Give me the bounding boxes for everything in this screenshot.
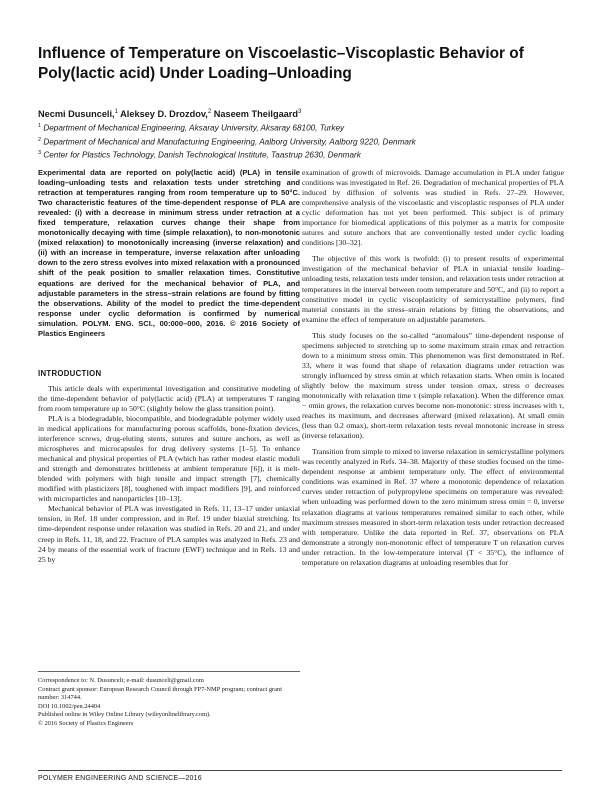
affiliation-sup: 1 [38, 123, 42, 129]
affiliation-list [38, 121, 558, 162]
affiliation-text: Center for Plastics Technology, Danish Technological Institute, Taastrup 2630, Denmark [43, 150, 361, 160]
author-sup: 1 [114, 109, 118, 115]
affiliation [38, 135, 558, 149]
body-paragraph: This article deals with experimental investigation and constitutive modeling of the time-dependent behavior of poly(lactic acid) (PLA) at temperatures T ranging from room temperature up to 50°C (slightly below the glass transition point). [38, 383, 300, 413]
correspondence-note: Correspondence to: N. Dusunceli; e-mail: dusunceli@gmail.com [38, 677, 204, 684]
published-note: Published online in Wiley Online Library (wileyonlinelibrary.com). [38, 711, 211, 719]
author-sup: 3 [297, 109, 302, 115]
author-sup: 2 [207, 109, 212, 115]
footer-divider [38, 770, 562, 771]
body-paragraph: PLA is a biodegradable, biocompatible, and biodegradable polymer widely used in medical applications for manufacturing porous scaffolds, bone-fixation devices, interference screws, drug-eluting stents, sutures and suture anchors, as well as microspheres and microcapsules for drug delivery systems [1–5]. To enhance mechanical and physical properties of PLA (which has rather modest elastic moduli and strength and demonstrates brittleness at ambient temperature [6]), it is melt-blended with polymers with high tensile and impact strength [7], chemically modified with plasticizers [8], toughened with impact modifiers [9], and reinforced with microparticles and nanoparticles [10–13]. [38, 413, 300, 504]
right-column [302, 168, 564, 568]
running-footer: POLYMER ENGINEERING AND SCIENCE—2016 [38, 775, 202, 782]
body-paragraph: Mechanical behavior of PLA was investigated in Refs. 11, 13–17 under uniaxial tension, in Ref. 18 under compression, and in Ref. 19 under biaxial stretching. Its time-dependent response under relaxation was studied in Refs. 20 and 21, and under creep in Refs. 11, 18, and 22. Fracture of PLA samples was analyzed in Refs. 23 and 24 by means of the essential work of fracture (EWF) technique and in Refs. 13 and 25 by [38, 504, 300, 564]
affiliation-sup: 2 [38, 136, 42, 143]
section-heading-introduction: INTRODUCTION [38, 368, 102, 378]
left-column [38, 168, 300, 565]
affiliation [38, 121, 558, 135]
author-name: Necmi Dusunceli, [38, 109, 115, 120]
copyright-note: © 2016 Society of Plastics Engineers [38, 719, 134, 727]
grant-note: Contract grant sponsor: European Research Council through FP7-NMP program; contract grant number: 314744. [38, 685, 282, 702]
body-paragraph: examination of growth of microvoids. Damage accumulation in PLA under fatigue conditions was investigated in Ref. 26. Degradation of mechanical properties of PLA induced by diffusion of solvents was studied in Refs. 27–29. However, comprehensive analysis of the viscoelastic and viscoplastic responses of PLA under cyclic deformation has not yet been performed. This subject is of primary importance for biomedical applications of this polymer as a matrix for composite sutures and suture anchors that are conventionally tested under cyclic loading conditions [30–32]. [302, 168, 564, 248]
affiliation-text: Department of Mechanical Engineering, Aksaray University, Aksaray 68100, Turkey [43, 123, 345, 133]
body-paragraph: The objective of this work is twofold: (i) to present results of experimental investigation of the mechanical behavior of PLA in uniaxial tensile loading–unloading tests, relaxation tests under tension, and relaxation tests under retraction at temperatures in the interval between room temperature and 50°C, and (ii) to report a constitutive model in cyclic viscoplasticity of semicrystalline polymers, find material constants in the stress–strain relations by fitting the observations, and examine the effect of temperature on adjustable parameters. [302, 254, 564, 324]
abstract: Experimental data are reported on poly(lactic acid) (PLA) in tensile loading–unloading tests and relaxation tests under stretching and retraction at temperatures ranging from room temperature up to 50°C. Two characteristic features of the time-dependent response of PLA are revealed: (i) with a decrease in minimum stress under retraction at a fixed temperature, relaxation curves change their shape from monotonically decaying with time (simple relaxation), to non-monotonic (mixed relaxation) to monotonically increasing (inverse relaxation) and (ii) with an increase in temperature, inverse relaxation after unloading down to the zero stress evolves into mixed relaxation with a pronounced shift of the peak position to smaller relaxation times. Constitutive equations are derived for the mechanical behavior of PLA, and adjustable parameters in the stress–strain relations are found by fitting the observations. Ability of the model to predict the time-dependent response under cyclic deformation is confirmed by numerical simulation. POLYM. ENG. SCI., 00:000–000, 2016. © 2016 Society of Plastics Engineers [38, 168, 300, 338]
body-paragraph: This study focuses on the so-called “anomalous” time-dependent response of specimens subjected to stretching up to some maximum strain εmax and retraction down to a minimum stress σmin. This phenomenon was first demonstrated in Ref. 33, where it was found that shape of relaxation diagrams under retraction was strongly influenced by stress σmin at which relaxation starts. When σmin is located slightly below the maximum stress under tension σmax, stress σ decreases monotonically with relaxation time τ (simple relaxation). When the difference σmax − σmin grows, the relaxation curves become non-monotonic: stress increases with τ, reaches its maximum, and decreases afterward (mixed relaxation). At small σmin (less than 0.2 σmax), short-term relaxation tests reveal monotonic increase in stress (inverse relaxation). [302, 330, 564, 441]
footnotes [38, 671, 300, 729]
affiliation-sup: 3 [38, 150, 42, 157]
author-list [38, 106, 558, 120]
doi-note: DOI 10.1002/pen.24404 [38, 702, 101, 710]
body-paragraph: Transition from simple to mixed to inverse relaxation in semicrystalline polymers was recently analyzed in Refs. 34–38. Majority of these studies focused on the time-dependent response at ambient temperature only. The effect of environmental conditions was examined in Ref. 37 where a monotonic dependence of relaxation curves under retraction of polypropylene specimens on temperature was revealed: when unloading was performed down to the zero minimum stress σmin = 0, inverse relaxation diagrams at various temperatures remained similar to each other, while maximum stresses measured in short-term relaxation tests under retraction decreased with temperature. Unlike the data reported in Ref. 37, observations on PLA demonstrate a strongly non-monotonic effect of temperature T on relaxation curves under retraction. In the low-temperature interval (T < 35°C), the influence of temperature on relaxation diagrams at unloading resembles that for [302, 447, 564, 567]
article-title: Influence of Temperature on Viscoelastic–Viscoplastic Behavior of Poly(lactic acid) Under Loading–Unloading [38, 45, 524, 82]
affiliation-text: Department of Mechanical and Manufacturing Engineering, Aalborg University, Aalborg 9220, Denmark [43, 137, 416, 147]
author-name: Naseem Theilgaard [213, 109, 298, 120]
author-name: Aleksey D. Drozdov, [120, 109, 208, 120]
affiliation [38, 148, 558, 162]
